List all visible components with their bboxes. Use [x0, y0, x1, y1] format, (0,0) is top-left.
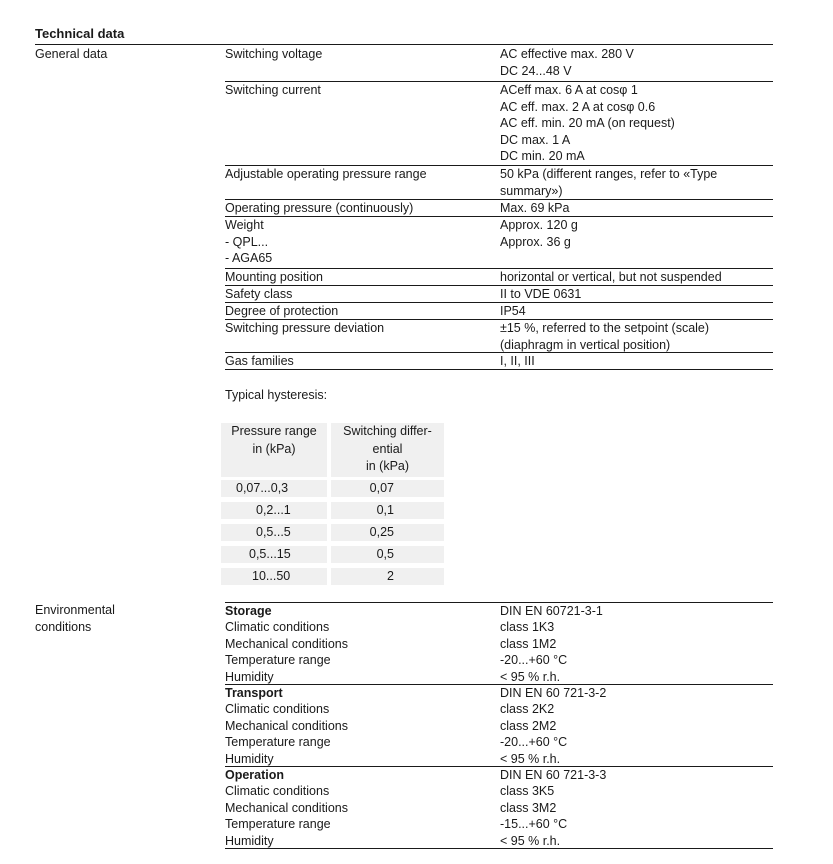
env-row	[225, 816, 773, 832]
pressure-range-cell	[221, 546, 327, 563]
spec-parameter	[225, 286, 495, 303]
cell-text: 0,07	[369, 481, 394, 495]
pressure-range-header	[221, 423, 327, 477]
env-group-header	[225, 685, 773, 701]
spec-parameter-line: Switching voltage	[225, 47, 323, 61]
spec-value-line: DC max. 1 A	[500, 132, 571, 147]
spec-value	[500, 320, 773, 353]
env-row	[225, 619, 773, 635]
spec-parameter-line: Gas families	[225, 354, 294, 368]
spec-parameter-line: Operating pressure (continuously)	[225, 201, 414, 215]
spec-value-line: AC eff. min. 20 mA (on request)	[500, 116, 675, 130]
env-value: class 2M2	[500, 718, 557, 733]
row-divider	[225, 369, 773, 370]
env-row	[225, 800, 773, 816]
general-data-label: General data	[35, 47, 108, 61]
cell-text: 0,25	[369, 525, 394, 539]
header-line: Switching differ-	[343, 424, 432, 438]
env-parameter: Climatic conditions	[225, 702, 330, 717]
spec-value-line: DC min. 20 mA	[500, 149, 585, 163]
env-value: class 3K5	[500, 784, 555, 799]
spec-value-line: 50 kPa (different ranges, refer to «Type	[500, 167, 718, 181]
spec-value-line: I, II, III	[500, 354, 535, 368]
header-line: Pressure range	[231, 424, 317, 438]
env-group-header	[225, 603, 773, 619]
pressure-range-cell	[221, 524, 327, 541]
spec-parameter-line: Degree of protection	[225, 304, 339, 318]
spec-value-line: ±15 %, referred to the setpoint (scale)	[500, 321, 710, 335]
spec-value-line: Approx. 120 g	[500, 218, 578, 232]
spec-value-line: AC effective max. 280 V	[500, 47, 634, 61]
spec-value	[500, 217, 773, 250]
env-group-name: Transport	[225, 686, 283, 700]
cell-text: 0,5...15	[249, 547, 291, 561]
spec-parameter-line: Switching current	[225, 83, 321, 97]
spec-parameter	[225, 320, 495, 337]
env-row	[225, 652, 773, 668]
env-parameter: Temperature range	[225, 735, 331, 750]
cell-text: 0,07...0,3	[236, 481, 289, 495]
cell-text: 0,5...5	[256, 525, 291, 539]
spec-parameter	[225, 269, 495, 286]
spec-value-line: ACeff max. 6 A at cosφ 1	[500, 83, 638, 97]
spec-value	[500, 166, 773, 199]
env-value: < 95 % r.h.	[500, 669, 561, 684]
cell-text: 0,2...1	[256, 503, 291, 517]
env-row	[225, 833, 773, 849]
env-row	[225, 636, 773, 652]
env-row	[225, 669, 773, 685]
env-value: class 2K2	[500, 702, 555, 717]
env-row	[225, 734, 773, 750]
spec-value-line: Max. 69 kPa	[500, 201, 570, 215]
header-line: ential	[372, 441, 403, 456]
env-row	[225, 783, 773, 799]
spec-parameter	[225, 82, 495, 99]
env-group-standard: DIN EN 60 721-3-3	[500, 768, 607, 782]
pressure-range-cell	[221, 568, 327, 585]
spec-parameter-line: - AGA65	[225, 251, 273, 265]
spec-parameter	[225, 166, 495, 183]
spec-parameter	[225, 200, 495, 217]
header-line: in (kPa)	[252, 441, 296, 456]
switching-differential-cell	[331, 524, 444, 541]
spec-parameter	[225, 217, 495, 267]
table-end-divider	[225, 848, 773, 849]
env-row	[225, 718, 773, 734]
spec-parameter	[225, 303, 495, 320]
env-value: -20...+60 °C	[500, 653, 568, 668]
spec-value-line: II to VDE 0631	[500, 287, 582, 301]
environmental-conditions-label: Environmental conditions	[35, 603, 115, 634]
spec-parameter	[225, 353, 495, 370]
spec-value-line: AC eff. max. 2 A at cosφ 0.6	[500, 99, 656, 114]
cell-text: 0,5	[376, 547, 394, 561]
spec-value	[500, 269, 773, 286]
spec-value-line: DC 24...48 V	[500, 63, 572, 78]
env-parameter: Humidity	[225, 751, 274, 766]
env-value: -20...+60 °C	[500, 735, 568, 750]
env-value: class 3M2	[500, 800, 557, 815]
env-parameter: Temperature range	[225, 653, 331, 668]
cell-text: 10...50	[252, 569, 291, 583]
env-row	[225, 701, 773, 717]
cell-text: 0,1	[376, 503, 394, 517]
switching-differential-cell	[331, 480, 444, 497]
env-parameter: Climatic conditions	[225, 620, 330, 635]
spec-value-line: Approx. 36 g	[500, 234, 571, 249]
cell-text: 2	[387, 569, 394, 583]
env-parameter: Mechanical conditions	[225, 800, 348, 815]
env-value: < 95 % r.h.	[500, 833, 561, 848]
switching-differential-header	[331, 423, 444, 477]
title-divider	[35, 44, 773, 45]
spec-value	[500, 46, 773, 79]
env-parameter: Temperature range	[225, 817, 331, 832]
spec-parameter-line: Weight	[225, 218, 264, 232]
env-parameter: Humidity	[225, 833, 274, 848]
spec-value	[500, 286, 773, 303]
env-row	[225, 751, 773, 767]
env-group-standard: DIN EN 60 721-3-2	[500, 686, 607, 700]
env-value: < 95 % r.h.	[500, 751, 561, 766]
spec-value	[500, 303, 773, 320]
page-title: Technical data	[35, 26, 125, 41]
spec-parameter-line: - QPL...	[225, 234, 269, 249]
spec-value-line: horizontal or vertical, but not suspended	[500, 270, 722, 284]
env-parameter: Mechanical conditions	[225, 636, 348, 651]
spec-value	[500, 82, 773, 165]
spec-value	[500, 353, 773, 370]
switching-differential-cell	[331, 502, 444, 519]
pressure-range-cell	[221, 502, 327, 519]
spec-value-line: (diaphragm in vertical position)	[500, 337, 671, 352]
spec-parameter-line: Switching pressure deviation	[225, 321, 385, 335]
env-parameter: Mechanical conditions	[225, 718, 348, 733]
spec-parameter-line: Mounting position	[225, 270, 323, 284]
env-group-standard: DIN EN 60721-3-1	[500, 604, 603, 618]
spec-value-line: summary»)	[500, 183, 563, 198]
env-value: class 1M2	[500, 636, 557, 651]
env-value: -15...+60 °C	[500, 817, 568, 832]
spec-parameter-line: Safety class	[225, 287, 293, 301]
env-group-name: Operation	[225, 768, 285, 782]
env-group-name: Storage	[225, 604, 272, 618]
switching-differential-cell	[331, 568, 444, 585]
pressure-range-cell	[221, 480, 327, 497]
spec-value	[500, 200, 773, 217]
env-value: class 1K3	[500, 620, 555, 635]
spec-parameter	[225, 46, 495, 63]
env-parameter: Climatic conditions	[225, 784, 330, 799]
env-group-header	[225, 767, 773, 783]
spec-value-line: IP54	[500, 304, 526, 318]
env-parameter: Humidity	[225, 669, 274, 684]
switching-differential-cell	[331, 546, 444, 563]
hysteresis-title: Typical hysteresis:	[225, 388, 328, 402]
spec-parameter-line: Adjustable operating pressure range	[225, 167, 427, 181]
header-line: in (kPa)	[365, 459, 410, 473]
